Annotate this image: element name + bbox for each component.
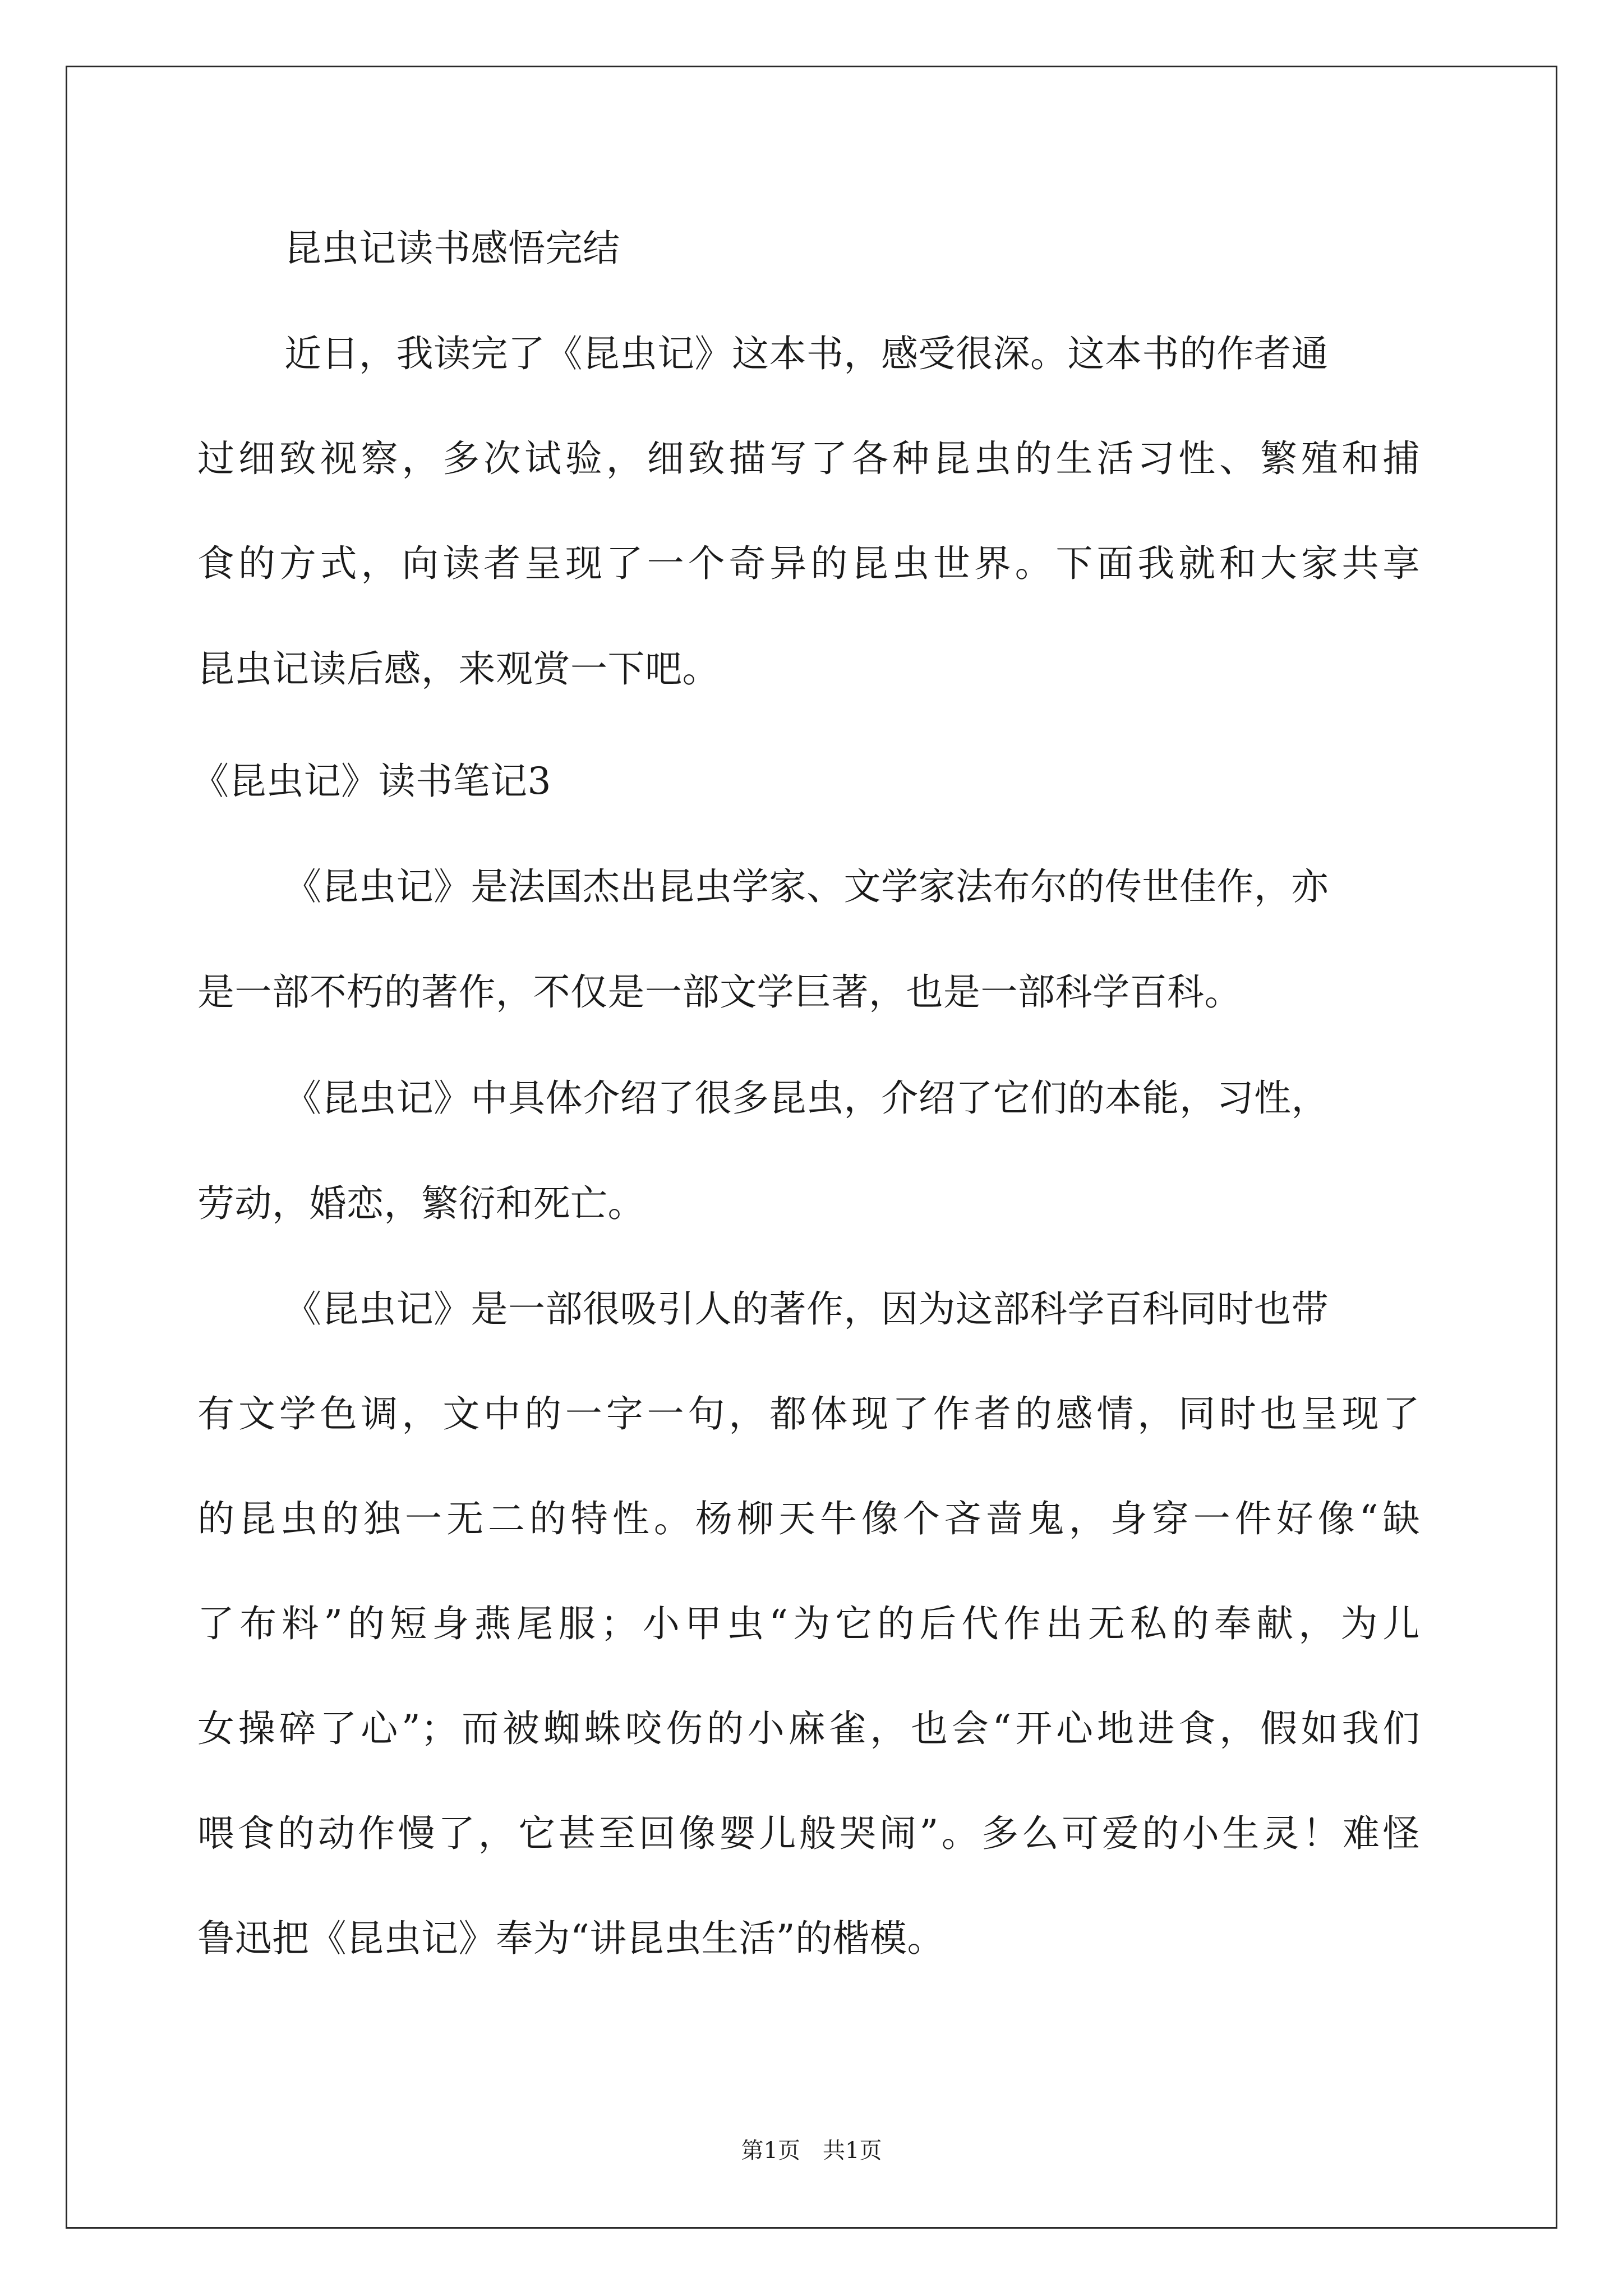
para3-line-1: 《昆虫记》是一部很吸引人的著作，因为这部科学百科同时也带 (284, 1287, 1329, 1331)
page-total: 共1页 (823, 2138, 882, 2164)
document-title: 昆虫记读书感悟完结 (284, 227, 620, 270)
para3-line-5: 女操碎了心”；而被蜘蛛咬伤的小麻雀，也会“开心地进食，假如我们 (197, 1707, 1420, 1750)
page-footer (0, 2133, 1623, 2165)
intro-line-4: 昆虫记读后感，来观赏一下吧。 (197, 647, 720, 691)
intro-line-2: 过细致视察，多次试验，细致描写了各种昆虫的生活习性、繁殖和捕 (197, 437, 1420, 480)
para2-line-1: 《昆虫记》中具体介绍了很多昆虫，介绍了它们的本能，习性， (284, 1076, 1329, 1120)
page-number: 第1页 (741, 2138, 800, 2164)
para3-line-3: 的昆虫的独一无二的特性。杨柳天牛像个吝啬鬼，身穿一件好像“缺 (197, 1497, 1420, 1540)
para3-line-2: 有文学色调，文中的一字一句，都体现了作者的感情，同时也呈现了 (197, 1392, 1420, 1435)
para3-line-7: 鲁迅把《昆虫记》奉为“讲昆虫生活”的楷模。 (197, 1917, 944, 1960)
para3-line-6: 喂食的动作慢了，它甚至回像婴儿般哭闹”。多么可爱的小生灵！难怪 (197, 1812, 1420, 1855)
para3-line-4: 了布料”的短身燕尾服；小甲虫“为它的后代作出无私的奉献，为儿 (197, 1602, 1420, 1645)
intro-line-3: 食的方式，向读者呈现了一个奇异的昆虫世界。下面我就和大家共享 (197, 542, 1420, 585)
para2-line-2: 劳动，婚恋，繁衍和死亡。 (197, 1182, 645, 1225)
para1-line-1: 《昆虫记》是法国杰出昆虫学家、文学家法布尔的传世佳作，亦 (284, 865, 1329, 908)
intro-line-1: 近日，我读完了《昆虫记》这本书，感受很深。这本书的作者通 (284, 332, 1329, 375)
section-heading: 《昆虫记》读书笔记3 (192, 760, 551, 803)
para1-line-2: 是一部不朽的著作，不仅是一部文学巨著，也是一部科学百科。 (197, 970, 1242, 1014)
page-border (66, 66, 1557, 2229)
